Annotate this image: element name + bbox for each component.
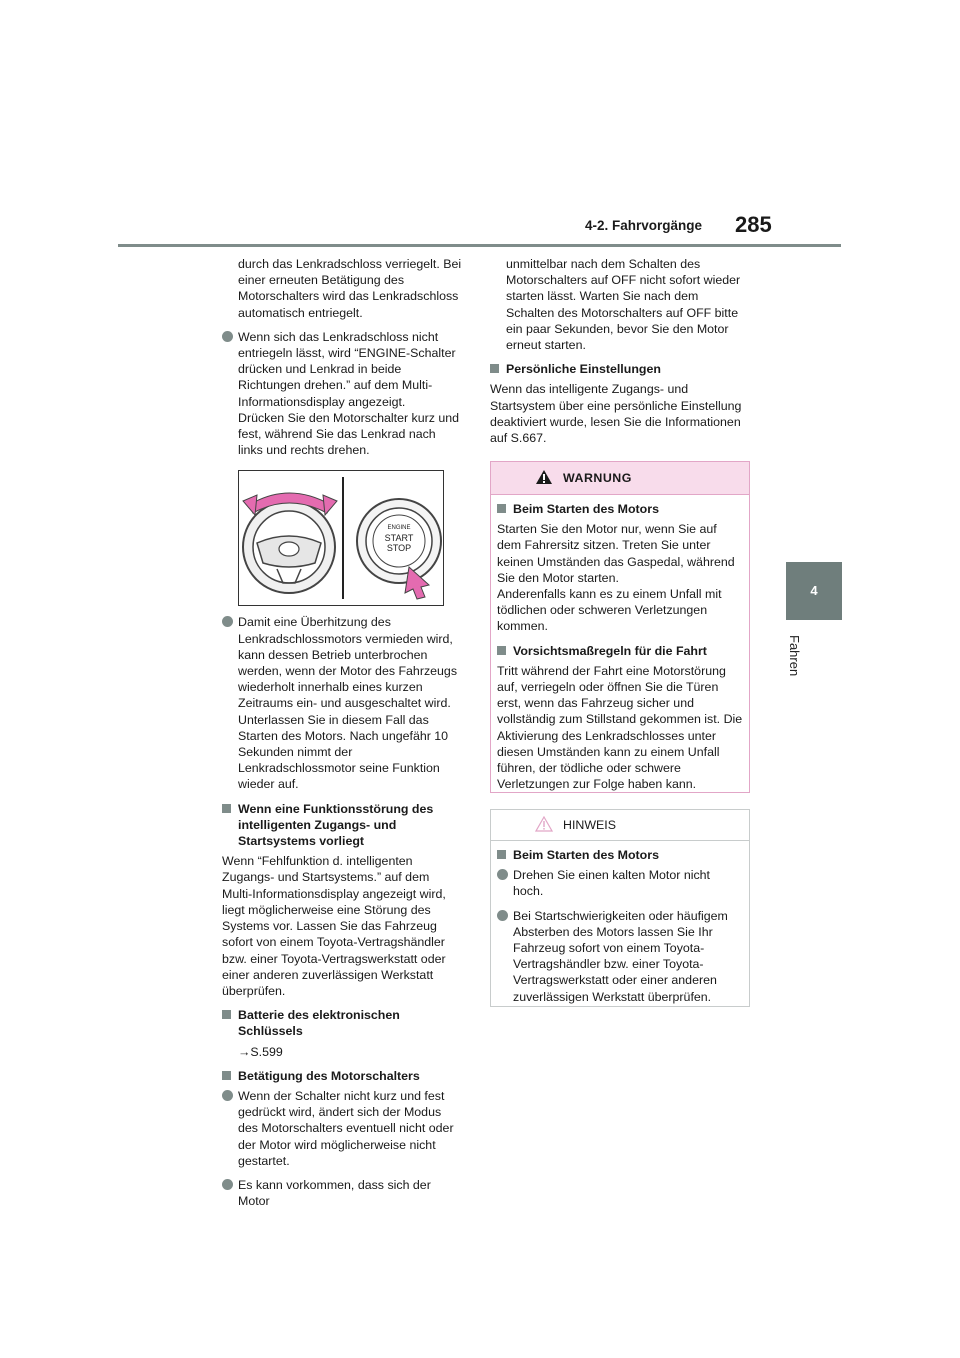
bullet-icon <box>497 910 508 921</box>
list-item <box>497 908 743 1005</box>
section-title: 4-2. Fahrvorgänge <box>585 218 703 233</box>
button-label: START <box>384 533 414 544</box>
button-label: ENGINE <box>387 525 411 532</box>
warning-box <box>490 461 750 793</box>
chapter-label: Fahren <box>787 635 802 677</box>
list-item <box>222 329 462 459</box>
square-bullet-icon <box>497 850 506 859</box>
square-bullet-icon <box>222 804 231 813</box>
chapter-number: 4 <box>810 583 818 598</box>
paragraph: Tritt während der Fahrt eine Motorstörung auf, verriegeln oder öffnen Sie die Türen erst, wenn das Fahrzeug sicher und vollständig zum Stillstand gekommen ist. Die Aktivierung des Lenkradschlosses unter diesen Umständen kann zu einem Unfall führen, der tödliche oder schwere Verletzungen zur Folge haben kann. <box>497 663 743 792</box>
left-column <box>222 256 462 1217</box>
steering-lock-figure <box>238 470 444 606</box>
intro-text: durch das Lenkradschloss verriegelt. Bei einer erneuten Betätigung des Motorschalters wird das Lenkradschloss automatisch entriegelt. <box>238 257 462 320</box>
paragraph: Starten Sie den Motor nur, wenn Sie auf dem Fahrersitz sitzen. Treten Sie unter keinen Umständen das Gaspedal, während Sie den Motor starten. <box>497 522 735 585</box>
square-bullet-icon <box>222 1071 231 1080</box>
paragraph: Anderenfalls kann es zu einem Unfall mit tödlichen oder schweren Verletzungen kommen. <box>497 587 722 634</box>
list-item <box>222 614 462 792</box>
steering-wheel-illustration <box>239 471 443 605</box>
list-item <box>222 1177 462 1209</box>
section-heading: Betätigung des Motorschalters <box>222 1068 462 1084</box>
square-bullet-icon <box>497 646 506 655</box>
header-rule <box>118 244 841 247</box>
caution-icon <box>535 816 553 832</box>
warning-icon <box>535 469 553 485</box>
section-heading: Beim Starten des Motors <box>497 847 743 863</box>
bullet-text: Damit eine Überhitzung des Lenkradschlossmotors vermieden wird, kann dessen Betrieb unterbrochen werden, wenn der Motor des Fahrzeugs wiederholt innerhalb eines kurzen Zeitraums ein- und ausgeschaltet wird. Unterlassen Sie in diesem Fall das Starten des Motors. Nach ungefähr 10 Sekunden nimmt der Lenkradschlossmotor seine Funktion wieder auf. <box>238 615 458 792</box>
warning-title: WARNUNG <box>563 471 632 485</box>
button-label: STOP <box>386 543 412 554</box>
bullet-text: Drehen Sie einen kalten Motor nicht hoch. <box>513 868 710 899</box>
bullet-text: Wenn sich das Lenkradschloss nicht entriegeln lässt, wird “ENGINE-Schalter drücken und Lenkrad in beide Richtungen drehen.” auf dem Multi-Informationsdisplay angezeigt. <box>238 329 456 409</box>
bullet-icon <box>497 869 508 880</box>
list-item <box>222 1088 462 1169</box>
square-bullet-icon <box>490 364 499 373</box>
section-heading: Wenn eine Funktionsstörung des intelligenten Zugangs- und Startsystems vorliegt <box>222 801 462 850</box>
section-heading: Vorsichtsmaßregeln für die Fahrt <box>497 643 743 659</box>
bullet-text: Drücken Sie den Motorschalter kurz und fest, während Sie das Lenkrad nach links und rechts drehen. <box>238 410 460 458</box>
square-bullet-icon <box>222 1010 231 1019</box>
page-number: 285 <box>735 212 772 237</box>
section-heading: Persönliche Einstellungen <box>490 361 748 377</box>
bullet-text: Es kann vorkommen, dass sich der Motor <box>238 1177 431 1209</box>
page-reference: →S.599 <box>238 1044 283 1059</box>
bullet-icon <box>222 1090 233 1101</box>
section-heading: Beim Starten des Motors <box>497 501 743 517</box>
note-header <box>491 810 749 841</box>
list-item <box>497 867 743 899</box>
note-box <box>490 809 750 1007</box>
bullet-text: Wenn der Schalter nicht kurz und fest gedrückt wird, ändert sich der Modus des Motorschalters eventuell nicht oder der Motor wird möglicherweise nicht gestartet. <box>238 1088 454 1168</box>
square-bullet-icon <box>497 504 506 513</box>
bullet-icon <box>222 1179 233 1190</box>
bullet-icon <box>222 616 233 627</box>
warning-header <box>491 462 749 495</box>
paragraph: Wenn das intelligente Zugangs- und Startsystem über eine persönliche Einstellung deaktiviert wurde, lesen Sie die Informationen auf S.667. <box>490 382 742 446</box>
paragraph: Wenn “Fehlfunktion d. intelligenten Zugangs- und Startsystems.” auf dem Multi-Informationsdisplay angezeigt wird, liegt möglicherweise eine Störung des Systems vor. Lassen Sie das Fahrzeug sofort von einem Toyota-Vertragshändler bzw. einer Toyota-Vertragswerkstatt oder einer anderen zuverlässigen Werkstatt überprüfen. <box>222 854 446 998</box>
section-heading: Batterie des elektronischen Schlüssels <box>222 1007 462 1039</box>
continued-text: unmittelbar nach dem Schalten des Motorschalters auf OFF nicht sofort wieder starten lässt. Warten Sie nach dem Schalten des Motorschalters auf OFF bitte ein paar Sekunden, bevor Sie den Motor erneut starten. <box>506 257 741 353</box>
bullet-icon <box>222 331 233 342</box>
note-title: HINWEIS <box>563 818 617 832</box>
bullet-text: Bei Startschwierigkeiten oder häufigem Absterben des Motors lassen Sie Ihr Fahrzeug sofort von einem Toyota-Vertragshändler bzw. einer Toyota-Vertragswerkstatt oder einer anderen zuverlässigen Werkstatt überprüfen. <box>513 908 728 1004</box>
right-column <box>490 256 748 454</box>
